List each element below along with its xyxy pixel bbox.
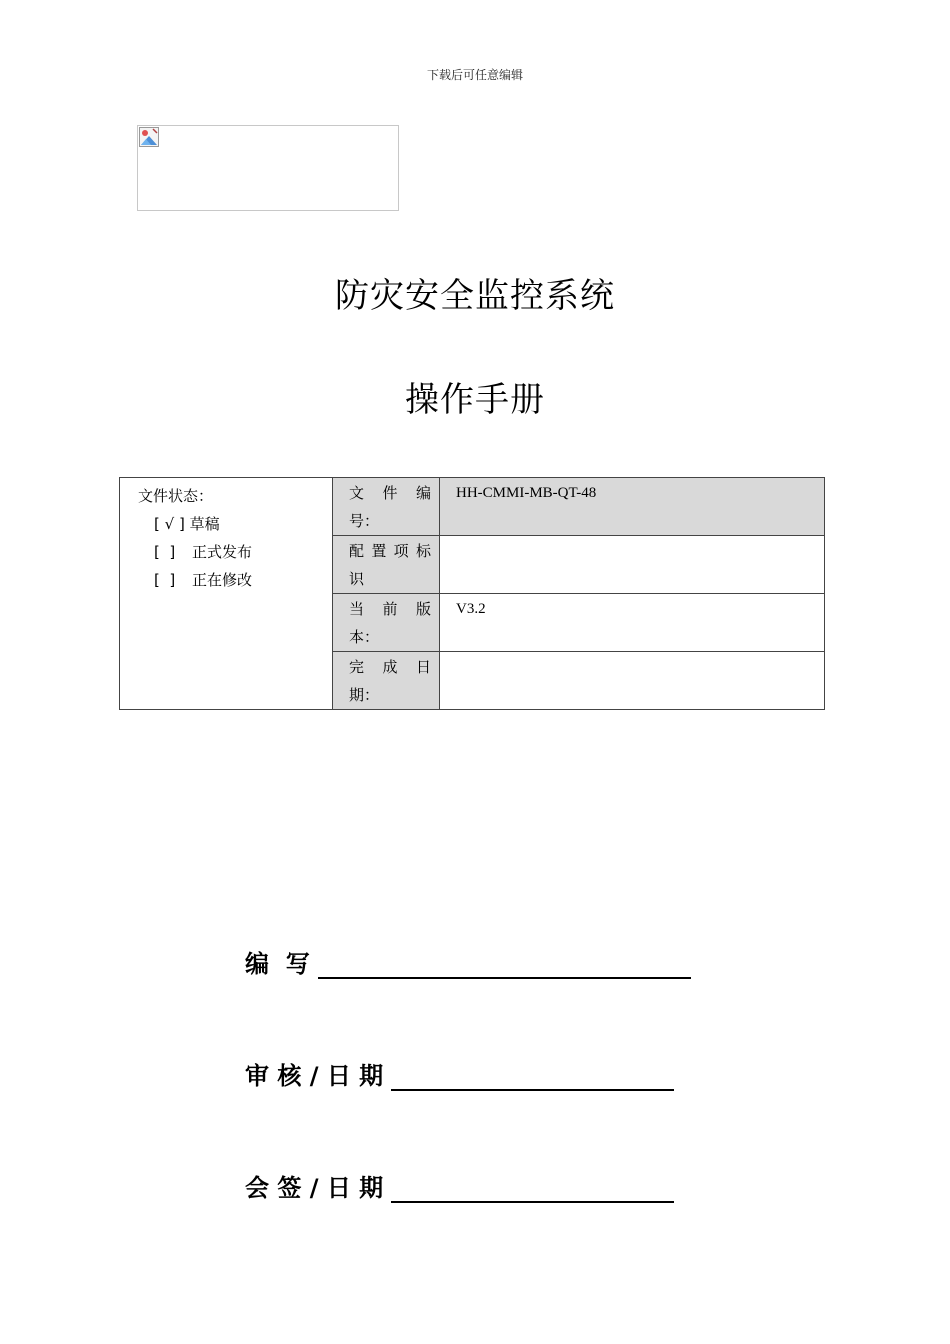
- document-info-table: [119, 477, 825, 710]
- completion-date-label: 完 成 日 期：: [333, 652, 440, 710]
- config-item-value: [440, 536, 825, 594]
- countersign-date-label: 会 签 / 日 期: [245, 1174, 384, 1202]
- file-status-label: 文件状态：: [138, 487, 214, 505]
- author-label: 编 写: [245, 950, 310, 978]
- logo-placeholder: [137, 125, 399, 211]
- config-item-label: 配置项标 识: [333, 536, 440, 594]
- author-signature-line: [318, 951, 691, 979]
- document-title: 防灾安全监控系统: [335, 276, 615, 316]
- document-subtitle: 操作手册: [405, 380, 545, 420]
- status-checkbox: [ ]: [154, 543, 176, 561]
- file-number-value: HH-CMMI-MB-QT-48: [440, 478, 825, 536]
- status-checkbox: [ √ ]: [154, 515, 185, 533]
- review-date-label: 审 核 / 日 期: [245, 1062, 384, 1090]
- broken-image-icon: [139, 127, 159, 147]
- review-signature-line: [391, 1063, 674, 1091]
- countersign-signature-line: [391, 1175, 674, 1203]
- status-option-published: [138, 538, 332, 566]
- status-option-modifying: [138, 566, 332, 594]
- status-checkbox: [ ]: [154, 571, 176, 589]
- current-version-label: 当 前 版 本：: [333, 594, 440, 652]
- current-version-value: V3.2: [440, 594, 825, 652]
- status-option-label: 草稿: [189, 515, 220, 533]
- status-option-draft: [138, 510, 332, 538]
- status-option-label: 正在修改: [192, 571, 253, 589]
- author-signature-row: [245, 944, 691, 979]
- status-option-label: 正式发布: [192, 543, 253, 561]
- completion-date-value: [440, 652, 825, 710]
- header-note: 下载后可任意编辑: [426, 68, 523, 82]
- file-status-cell: [120, 478, 333, 710]
- file-number-label: 文 件 编 号：: [333, 478, 440, 536]
- review-signature-row: [245, 1056, 674, 1091]
- countersign-signature-row: [245, 1168, 674, 1203]
